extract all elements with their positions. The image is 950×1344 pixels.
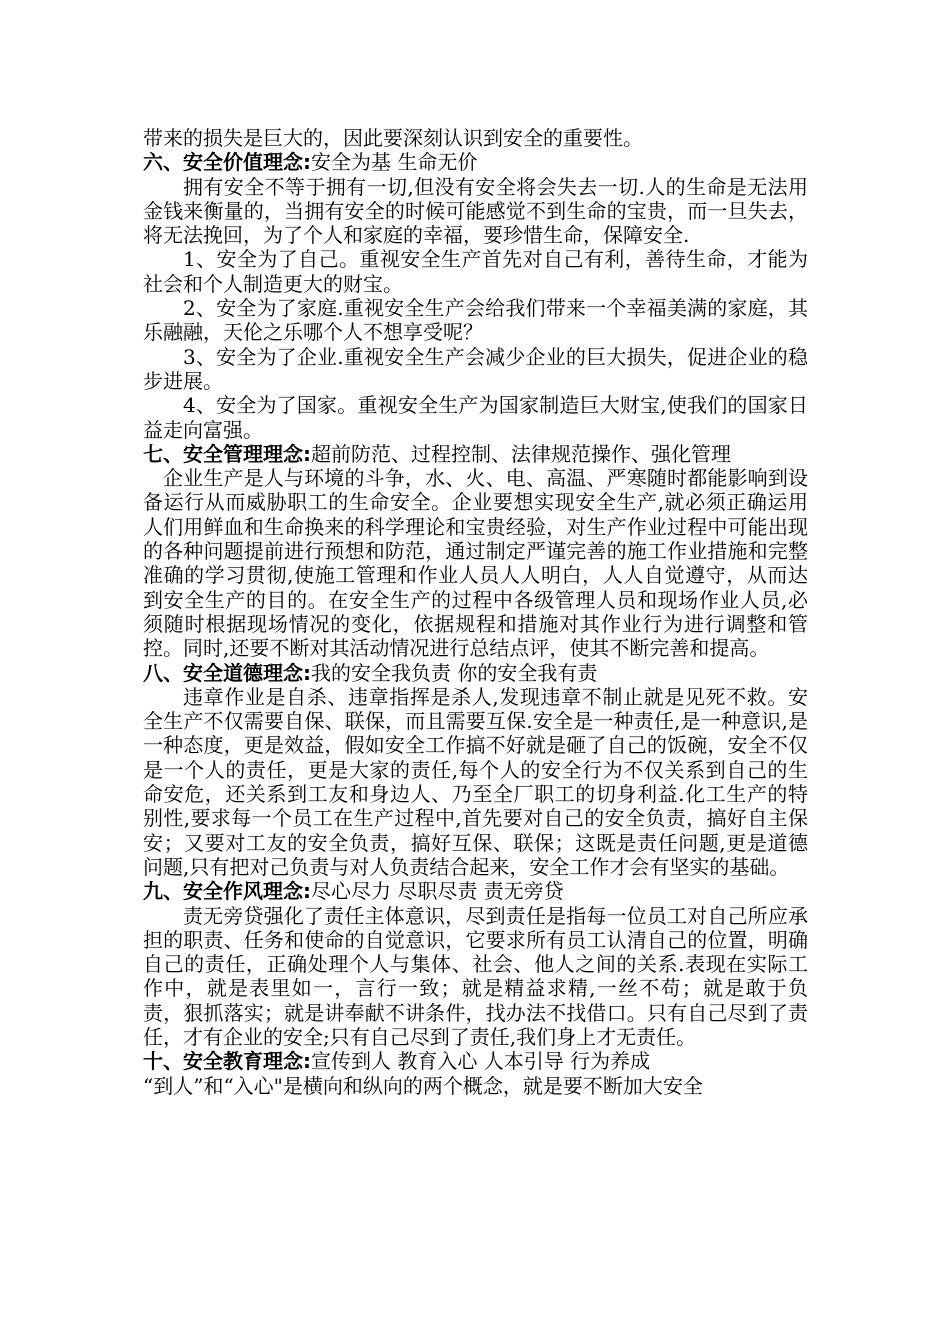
- section-6-paragraph-3: 2、安全为了家庭.重视安全生产会给我们带来一个幸福美满的家庭，其乐融融，天伦之乐哪个人不想享受呢？: [143, 296, 808, 345]
- section-7-slogan: 超前防范、过程控制、法律规范操作、强化管理: [311, 441, 731, 466]
- section-10-label: 十、安全教育理念:: [143, 1049, 311, 1074]
- section-10-slogan: 宣传到人 教育入心 人本引导 行为养成: [311, 1049, 651, 1074]
- section-6-paragraph-4: 3、安全为了企业.重视安全生产会减少企业的巨大损失，促进企业的稳步进展。: [143, 344, 808, 393]
- section-9-label: 九、安全作风理念:: [143, 879, 311, 904]
- section-9-paragraph-1: 责无旁贷强化了责任主体意识，尽到责任是指每一位员工对自己所应承担的职责、任务和使命的自觉意识，它要求所有员工认清自己的位置，明确自己的责任，正确处理个人与集体、社会、他人之间的关系.表现在实际工作中，就是表里如一，言行一致；就是精益求精,一丝不苟；就是敢于负责，狠抓落实；就是讲奉献不讲条件，找办法不找借口。只有自己尽到了责任，才有企业的安全;只有自己尽到了责任,我们身上才无责任。: [143, 903, 808, 1049]
- section-10-heading: [143, 1049, 808, 1073]
- section-9-heading: [143, 879, 808, 903]
- section-6-paragraph-2: 1、安全为了自己。重视安全生产首先对自己有利，善待生命，才能为社会和个人制造更大的财宝。: [143, 247, 808, 296]
- section-7-label: 七、安全管理理念:: [143, 441, 311, 466]
- section-6-heading: [143, 150, 808, 174]
- section-6-slogan: 安全为基 生命无价: [311, 150, 478, 175]
- section-6-paragraph-5: 4、安全为了国家。重视安全生产为国家制造巨大财宝,使我们的国家日益走向富强。: [143, 393, 808, 442]
- section-8-paragraph-1: 违章作业是自杀、违章指挥是杀人,发现违章不制止就是见死不救。安全生产不仅需要自保、联保，而且需要互保.安全是一种责任,是一种意识,是一种态度，更是效益，假如安全工作搞不好就是砸了自己的饭碗，安全不仅是一个人的责任，更是大家的责任,每个人的安全行为不仅关系到自己的生命安危，还关系到工友和身边人、乃至全厂职工的切身利益.化工生产的特别性,要求每一个员工在生产过程中,首先要对自己的安全负责，搞好自主保安；又要对工友的安全负责，搞好互保、联保；这既是责任问题,更是道德问题,只有把对己负责与对人负责结合起来，安全工作才会有坚实的基础。: [143, 684, 808, 879]
- section-7-heading: [143, 442, 808, 466]
- section-9-slogan: 尽心尽力 尽职尽责 责无旁贷: [311, 879, 564, 904]
- section-6-label: 六、安全价值理念:: [143, 150, 311, 175]
- intro-line: 带来的损失是巨大的，因此要深刻认识到安全的重要性。: [143, 126, 643, 150]
- section-8-slogan: 我的安全我负责 你的安全我有责: [311, 660, 598, 685]
- section-8-label: 八、安全道德理念:: [143, 660, 311, 685]
- document-page: [143, 126, 808, 1098]
- section-7-paragraph-1: 企业生产是人与环境的斗争，水、火、电、高温、严寒随时都能影响到设备运行从而威胁职工的生命安全。企业要想实现安全生产,就必须正确运用人们用鲜血和生命换来的科学理论和宝贵经验，对生产作业过程中可能出现的各种问题提前进行预想和防范，通过制定严谨完善的施工作业措施和完整准确的学习贯彻,使施工管理和作业人员人人明白，人人自觉遵守，从而达到安全生产的目的。在安全生产的过程中各级管理人员和现场作业人员,必须随时根据现场情况的变化，依据规程和措施对其作业行为进行调整和管控。同时,还要不断对其活动情况进行总结点评，使其不断完善和提高。: [143, 466, 808, 661]
- section-6-paragraph-1: 拥有安全不等于拥有一切,但没有安全将会失去一切.人的生命是无法用金钱来衡量的，当拥有安全的时候可能感觉不到生命的宝贵，而一旦失去，将无法挽回，为了个人和家庭的幸福，要珍惜生命，保障安全.: [143, 174, 808, 248]
- section-10-paragraph-1: “到人”和“入心"是横向和纵向的两个概念，就是要不断加大安全: [143, 1073, 703, 1098]
- section-8-heading: [143, 661, 808, 685]
